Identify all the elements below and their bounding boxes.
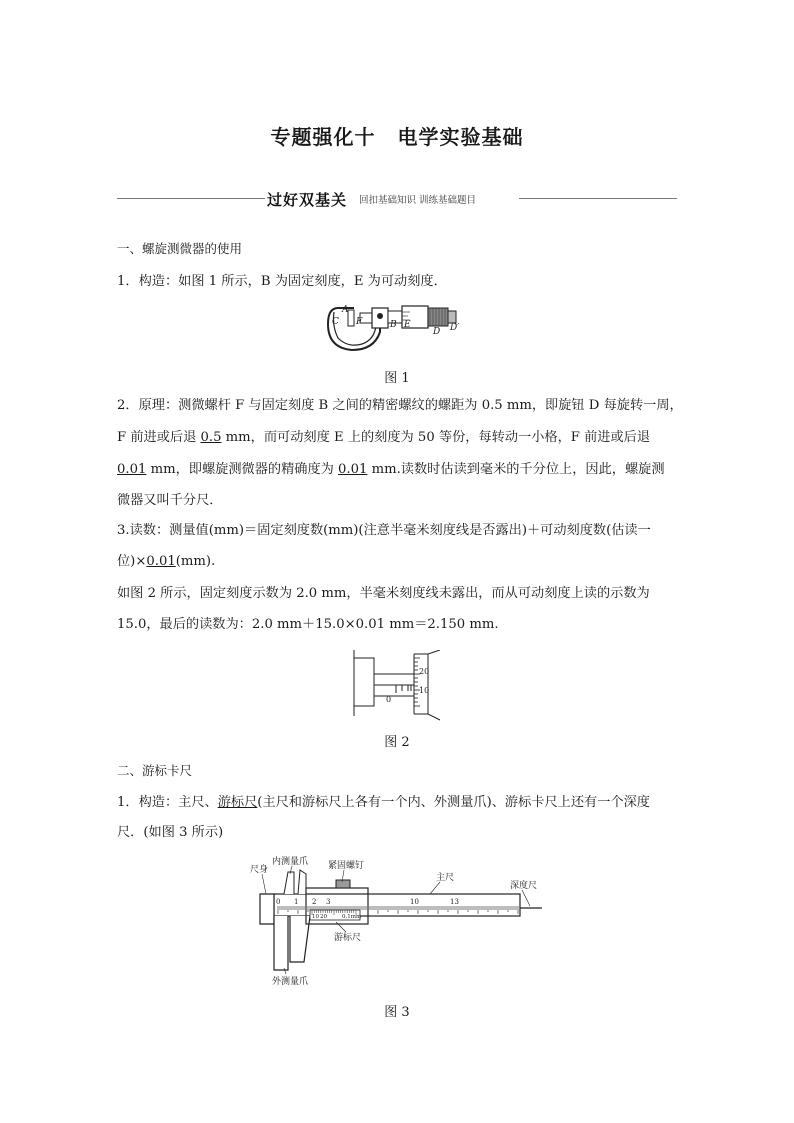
example-line1: 如图 2 所示，固定刻度示数为 2.0 mm，半毫米刻度线未露出，而从可动刻度上读的示数为 (117, 586, 650, 601)
section2-item1-line1: 1．构造：主尺、游标尺(主尺和游标尺上各有一个内、外测量爪)、游标卡尺上还有一个深度 (117, 795, 650, 810)
banner-right-rule (519, 198, 677, 199)
fig1-label-B: B (390, 320, 397, 330)
section1-item2-line2: F 前进或后退 0.5 mm，而可动刻度 E 上的刻度为 50 等份，每转动一小格，F 前进或后退 (117, 430, 651, 445)
fig2-caption: 图 2 (384, 735, 410, 750)
fig1-label-F: F (356, 317, 363, 327)
caliper-inner-jaw-fixed (284, 872, 294, 894)
caliper-outer-jaw-moving (290, 916, 310, 962)
micrometer-figure (320, 296, 480, 358)
caliper-scale-1: 1 (294, 898, 299, 906)
section1-item2-line4: 微器又叫千分尺． (117, 493, 223, 508)
banner-sub-text: 回扣基础知识 训练基础题目 (359, 195, 477, 206)
caliper-scale-2: 2 (312, 898, 317, 906)
caliper-scale-13: 13 (450, 898, 459, 906)
fig1-caption: 图 1 (384, 371, 410, 386)
fig1-label-Dp: D′ (450, 323, 460, 333)
section1-item3-line2: 位)×0.01(mm). (117, 554, 216, 569)
section1-item2-line1: 2．原理：测微螺杆 F 与固定刻度 B 之间的精密螺纹的螺距为 0.5 mm，即旋钮 D 每旋转一周， (117, 398, 683, 413)
fig1-label-A: A (342, 305, 349, 315)
section1-item2-line3: 0.01 mm，即螺旋测微器的精确度为 0.01 mm.读数时估读到毫米的千分位上，因此，螺旋测 (117, 462, 665, 477)
banner-box (267, 186, 479, 212)
answer-0.01-c: 0.01 (146, 554, 176, 569)
micrometer-lock-knob (377, 313, 383, 319)
section2-item1-line2: 尺．(如图 3 所示) (117, 825, 224, 840)
caliper-inner-jaw-moving (298, 870, 306, 894)
caliper-vernier-10: 10 (312, 914, 319, 920)
caliper-label-lock-screw: 紧固螺钉 (328, 861, 365, 871)
caliper-precision: 0.1mm (342, 914, 362, 920)
answer-0.01-a: 0.01 (117, 462, 147, 477)
fig1-label-E: E (404, 320, 411, 330)
caliper-scale-0: 0 (276, 898, 281, 906)
caliper-vernier-20: 20 (320, 914, 327, 920)
banner-main-text: 过好双基关 (267, 190, 348, 209)
vernier-caliper-figure (250, 852, 550, 992)
caliper-scale-10: 10 (410, 898, 419, 906)
banner-left-rule (117, 198, 265, 199)
example-line2: 15.0，最后的读数为：2.0 mm＋15.0×0.01 mm＝2.150 mm. (117, 617, 499, 632)
section1-item1: 1．构造：如图 1 所示，B 为固定刻度，E 为可动刻度． (117, 274, 447, 289)
page-title (0, 121, 794, 150)
fig2-tick-10: 10 (419, 686, 430, 695)
fig2-sleeve-ticks (396, 685, 411, 693)
caliper-lock-screw (336, 880, 350, 888)
caliper-scale-3: 3 (326, 898, 331, 906)
answer-youbiaochi: 游标尺 (217, 795, 258, 810)
fig3-caption: 图 3 (384, 1005, 410, 1020)
fig1-label-C: C (332, 317, 339, 327)
answer-0.5: 0.5 (200, 430, 222, 445)
micrometer-cap (448, 311, 456, 323)
section1-heading: 一、螺旋测微器的使用 (117, 241, 243, 256)
micrometer-reading-figure (352, 650, 452, 722)
fig2-thimble-ticks (414, 658, 420, 706)
title-part2: 电学实验基础 (397, 125, 524, 149)
caliper-outer-jaw-fixed (274, 916, 288, 970)
fig1-label-D: D (433, 327, 441, 337)
section2-heading: 二、游标卡尺 (117, 763, 193, 778)
caliper-label-chishen: 尺身 (250, 865, 269, 875)
micrometer-anvil (348, 310, 354, 326)
fig2-tick-0: 0 (386, 695, 392, 704)
caliper-label-outer-jaw: 外测量爪 (272, 977, 309, 987)
title-part1: 专题强化十 (270, 125, 376, 149)
caliper-body (260, 894, 274, 924)
caliper-label-depth-rod: 深度尺 (510, 881, 538, 891)
caliper-label-main-scale: 主尺 (436, 873, 455, 883)
section1-item3-line1: 3.读数：测量值(mm)＝固定刻度数(mm)(注意半毫米刻度线是否露出)＋可动刻度数(估读一 (117, 523, 651, 538)
fig2-tick-20: 20 (419, 667, 430, 676)
section-banner (117, 186, 677, 212)
answer-0.01-b: 0.01 (338, 462, 368, 477)
caliper-label-vernier: 游标尺 (334, 933, 362, 943)
caliper-label-inner-jaw: 内测量爪 (272, 857, 309, 867)
